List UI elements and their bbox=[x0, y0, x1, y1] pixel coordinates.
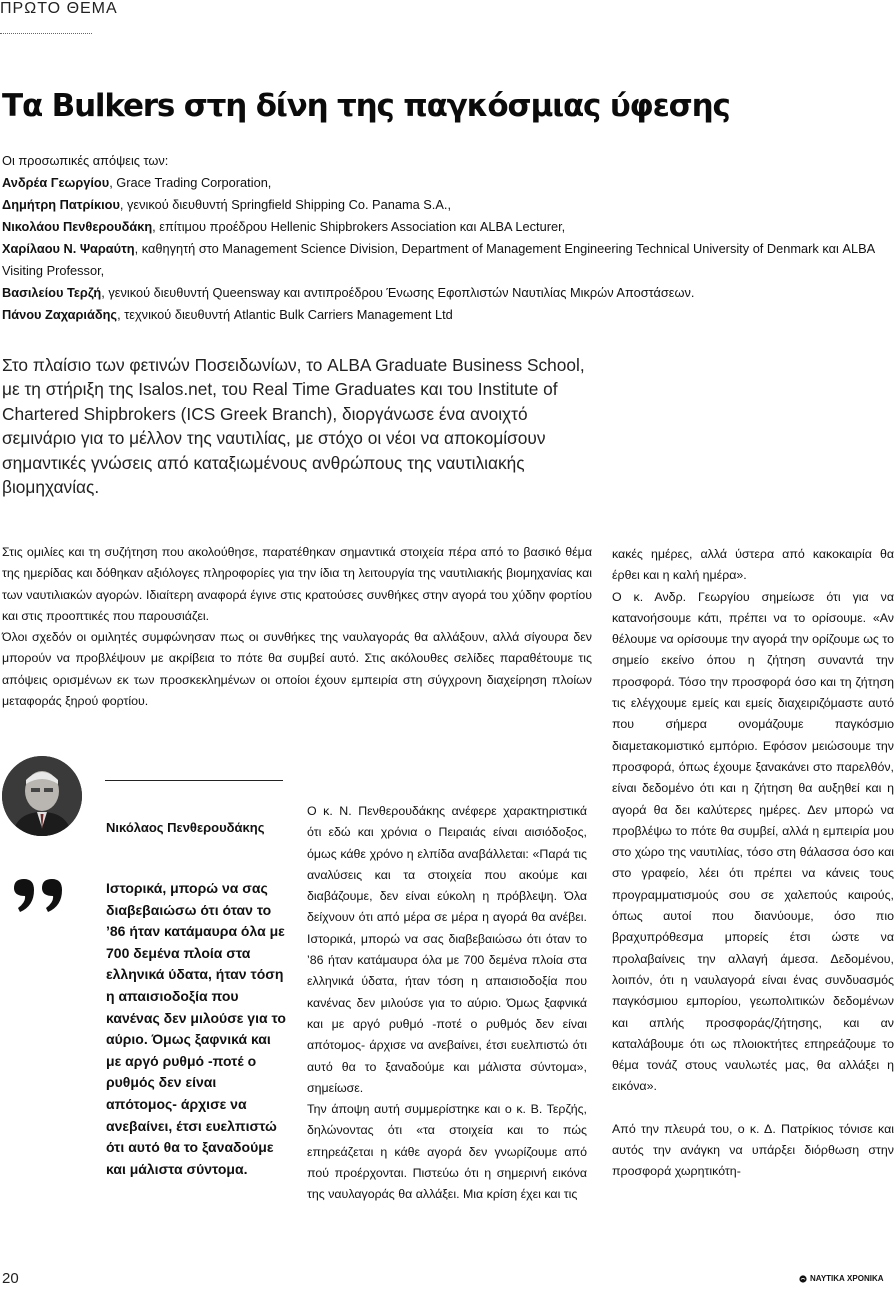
pullquote-text: Ιστορικά, μπορώ να σας διαβεβαιώσω ότι όταν το ’86 ήταν κατάμαυρα όλα με 700 δεμένα πλοία στα ελληνικά ύδατα, ήταν τόση η απαισιοδοξία που κανένας δεν μιλούσε για το αύριο. Όμως ξαφνικά και με αργό ρυθμό -ποτέ ο ρυθμός δεν είναι απότομος- άρχισε να ανεβαίνει, έτσι ευελπιστώ ότι αυτό θα το ξαναδούμε και μάλιστα σύντομα. bbox=[106, 880, 286, 1177]
contributor-line bbox=[2, 216, 892, 238]
intro-paragraph: Στο πλαίσιο των φετινών Ποσειδωνίων, το ALBA Graduate Business School, με τη στήριξη της Isalos.net, του Real Time Graduates και του Institute of Chartered Shipbrokers (ICS Greek Branch), διοργάνωσε ένα ανοιχτό σεμινάριο για το μέλλον της ναυτιλίας, με στόχο οι νέοι να αποκομίσουν σημαντικές γνώσεις από καταξιωμένους ανθρώπους της ναυτιλιακής βιομηχανίας. bbox=[2, 355, 585, 498]
contributor-name: Δημήτρη Πατρίκιου bbox=[2, 197, 120, 212]
portrait-image bbox=[2, 756, 82, 836]
article-title: Τα Bulkers στη δίνη της παγκόσμιας ύφεσης bbox=[2, 88, 730, 124]
contributor-name: Βασιλείου Τερζή bbox=[2, 285, 102, 300]
body-paragraph: Την άποψη αυτή συμμερίστηκε και ο κ. Β. Τερζής, δηλώνοντας ότι «τα στοιχεία και το πώς επηρεάζεται η κάθε αγορά δεν γνωρίζουμε από πού προέρχονται. Πιστεύω ότι η σημερινή εικόνα της ναυλαγοράς θα αλλάξει. Μια κρίση έχει και τις bbox=[307, 1102, 587, 1202]
contributor-name: Νικολάου Πενθερουδάκη bbox=[2, 219, 153, 234]
quote-marks-icon bbox=[12, 878, 72, 918]
contributors-intro: Οι προσωπικές απόψεις των: bbox=[2, 153, 169, 168]
contributor-role: , τεχνικού διευθυντή Atlantic Bulk Carriers Management Ltd bbox=[117, 307, 453, 322]
contributor-line bbox=[2, 282, 892, 304]
body-paragraph: Από την πλευρά του, ο κ. Δ. Πατρίκιος τόνισε και αυτός την ανάγκη να υπάρξει διόρθωση στην προσφορά χωρητικότη- bbox=[612, 1121, 894, 1179]
magazine-logo-icon bbox=[799, 1275, 807, 1283]
body-paragraph: Ο κ. Ανδρ. Γεωργίου σημείωσε ότι για να κατανοήσουμε κάτι, πρέπει να το ορίσουμε. «Αν θέλουμε να ορίσουμε την αγορά την ορίζουμε ως το σημείο εκείνο όπου η ζήτηση συναντά την προσφορά. Τόσο την προσφορά όσο και τη ζήτηση τις ελέγχουμε εμείς και εμείς διαχειριζόμαστε αυτό που σήμερα ονομάζουμε παγκόσμιο διαμετακομιστικό εμπόριο. Εφόσον μειώσουμε την προσφορά, όπως έχουμε ξανακάνει στο παρελθόν, είναι δεδομένο ότι και η ζήτηση θα αυξηθεί και η αγορά θα δει καλύτερες ημέρες. Δεν μπορώ να προβλέψω το πότε θα συμβεί, αλλά η εμπειρία μου στο χώρο της ναυτιλίας, τόσο στη θάλασσα όσο και στο γραφείο, λέει ότι πρέπει να κάνεις τους προγραμματισμούς σου σε χαλεπούς καιρούς, όπως αυτοί που διανύουμε, όσο πιο βραχυπρόθεσμα μπορείς έτσι ώστε να προλαβαίνεις την αλλαγή άμεσα. Δεδομένου, λοιπόν, ότι η ναυλαγορά είναι ένας συνδυασμός παγκόσμιου εμπορίου, γεωπολιτικών δεδομένων και απλής προσφοράς/ζήτησης, και αν καταλάβουμε ότι ως πλοιοκτήτες επηρεάζουμε το θέμα τονάζ στους ναυλωτές μας, θα αλλάξει η εικόνα». bbox=[612, 589, 894, 1094]
pullquote-author: Νικόλαος Πενθερουδάκης bbox=[106, 820, 265, 835]
magazine-footer bbox=[799, 1274, 884, 1283]
middle-column bbox=[307, 801, 587, 1206]
contributor-role: , γενικού διευθυντή Springfield Shipping Co. Panama S.A., bbox=[119, 197, 452, 212]
magazine-name: ΝΑΥΤΙΚΑ ΧΡΟΝΙΚΑ bbox=[810, 1274, 884, 1283]
divider bbox=[0, 33, 92, 34]
page-number: 20 bbox=[2, 1270, 19, 1287]
section-label: ΠΡΩΤΟ ΘΕΜΑ bbox=[0, 0, 118, 17]
quote-divider bbox=[105, 780, 283, 781]
contributor-name: Πάνου Ζαχαριάδης bbox=[2, 307, 118, 322]
contributors-block bbox=[2, 150, 892, 326]
contributor-line bbox=[2, 238, 892, 282]
contributor-role: , καθηγητή στο Management Science Division, Department of Management Engineering Technical University of Denmark και ALBA Visiting Professor, bbox=[2, 241, 875, 278]
right-column bbox=[612, 544, 894, 1183]
lead-text bbox=[2, 542, 592, 712]
body-paragraph: κακές ημέρες, αλλά ύστερα από κακοκαιρία θα έρθει και η καλή ημέρα». bbox=[612, 547, 894, 583]
contributor-role: , γενικού διευθυντή Queensway και αντιπροέδρου Ένωσης Εφοπλιστών Ναυτιλίας Μικρών Αποστάσεων. bbox=[101, 285, 695, 300]
paragraph-gap bbox=[612, 1098, 894, 1119]
contributor-line bbox=[2, 194, 892, 216]
contributor-line bbox=[2, 304, 892, 326]
contributor-name: Ανδρέα Γεωργίου bbox=[2, 175, 110, 190]
lead-paragraph: Όλοι σχεδόν οι ομιλητές συμφώνησαν πως οι συνθήκες της ναυλαγοράς θα αλλάξουν, αλλά σίγουρα δεν μπορούν να προβλέψουν με ακρίβεια το πότε θα συμβεί αυτό. Στις ακόλουθες σελίδες παραθέτουμε τις απόψεις ορισμένων εκ των προσκεκλημένων οι οποίοι έχουν εμπειρία στη σύγχρονη διαχείρηση πλοίων μεταφοράς ξηρού φορτίου. bbox=[2, 630, 592, 709]
lead-paragraph: Στις ομιλίες και τη συζήτηση που ακολούθησε, παρατέθηκαν σημαντικά στοιχεία πέρα από το βασικό θέμα της ημερίδας και δόθηκαν αξιόλογες πληροφορίες για την ίδια τη λειτουργία της ναυτιλιακής βιομηχανίας και των ναυτιλιακών αγορών. Ιδιαίτερη αναφορά έγινε στις κρατούσες συνθήκες στην αγορά του χύδην φορτίου και στις προοπτικές που παρουσιάζει. bbox=[2, 545, 592, 623]
avatar bbox=[2, 756, 82, 836]
contributor-role: , Grace Trading Corporation, bbox=[109, 175, 272, 190]
contributor-role: , επίτιμου προέδρου Hellenic Shipbrokers Association και ALBA Lecturer, bbox=[152, 219, 566, 234]
body-paragraph: Ο κ. Ν. Πενθερουδάκης ανέφερε χαρακτηριστικά ότι εδώ και χρόνια ο Πειραιάς είναι αισιόδοξος, όμως κάθε χρόνο η ελπίδα αναβάλλεται: «Παρά τις αναλύσεις και τα στοιχεία που ακούμε και διαβάζουμε, δεν είναι εύκολη η πρόβλεψη. Όλα δείχνουν ότι από μέρα σε μέρα η αγορά θα ανέβει. Ιστορικά, μπορώ να σας διαβεβαιώσω ότι όταν το ’86 ήταν κατάμαυρα όλα με 700 δεμένα πλοία στα ελληνικά ύδατα, ήταν τόση η απαισιοδοξία που κανένας δεν μιλούσε για το αύριο. Όμως ξαφνικά και με αργό ρυθμό -ποτέ ο ρυθμός δεν είναι απότομος- άρχισε να ανεβαίνει, έτσι ευελπιστώ ότι αυτό θα το ξαναδούμε και μάλιστα σύντομα», σημείωσε. bbox=[307, 804, 587, 1095]
contributor-name: Χαρίλαου Ν. Ψαραύτη bbox=[2, 241, 135, 256]
contributor-line bbox=[2, 172, 892, 194]
